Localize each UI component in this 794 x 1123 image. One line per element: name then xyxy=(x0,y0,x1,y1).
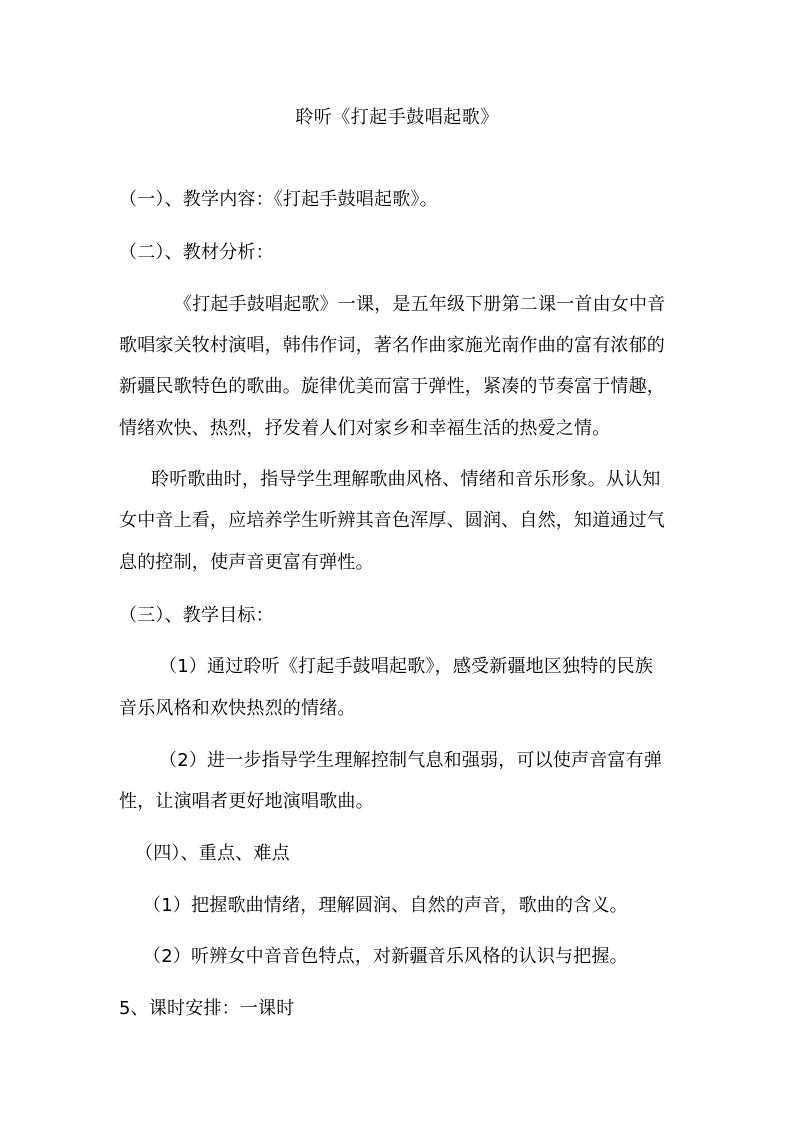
analysis-line-1: 《打起手鼓唱起歌》一课，是五年级下册第二课一首由女中音 xyxy=(174,294,666,315)
analysis-line-3: 新疆民歌特色的歌曲。旋律优美而富于弹性，紧凑的节奏富于情趣， xyxy=(119,376,665,397)
document-title: 聆听《打起手鼓唱起歌》 xyxy=(295,107,499,128)
keypoint-1: （1）把握歌曲情绪，理解圆润、自然的声音，歌曲的含义。 xyxy=(143,895,628,916)
analysis-line-4: 情绪欢快、热烈，抒发着人们对家乡和幸福生活的热爱之情。 xyxy=(119,418,611,439)
goal-1-line-1: （1）通过聆听《打起手鼓唱起歌》，感受新疆地区独特的民族 xyxy=(159,656,654,677)
listening-line-1: 聆听歌曲时，指导学生理解歌曲风格、情绪和音乐形象。从认知 xyxy=(151,469,661,490)
section-2-heading: （二）、教材分析： xyxy=(119,242,274,263)
section-4-heading: （四）、重点、难点 xyxy=(135,843,290,864)
analysis-line-2: 歌唱家关牧村演唱，韩伟作词，著名作曲家施光南作曲的富有浓郁的 xyxy=(119,335,665,356)
section-3-heading: （三）、教学目标： xyxy=(119,605,274,626)
goal-1-line-2: 音乐风格和欢快热烈的情绪。 xyxy=(119,698,356,719)
section-1-content: （一）、教学内容：《打起手鼓唱起歌》。 xyxy=(119,189,438,210)
listening-line-2: 女中音上看，应培养学生听辨其音色浑厚、圆润、自然，知道通过气 xyxy=(119,510,665,531)
section-5-schedule: 5、课时安排：一课时 xyxy=(119,998,295,1019)
listening-line-3: 息的控制，使声音更富有弹性。 xyxy=(119,552,374,573)
goal-2-line-2: 性，让演唱者更好地演唱歌曲。 xyxy=(119,791,374,812)
goal-2-line-1: （2）进一步指导学生理解控制气息和强弱，可以使声音富有弹 xyxy=(159,750,663,771)
keypoint-2: （2）听辨女中音音色特点，对新疆音乐风格的认识与把握。 xyxy=(143,946,628,967)
